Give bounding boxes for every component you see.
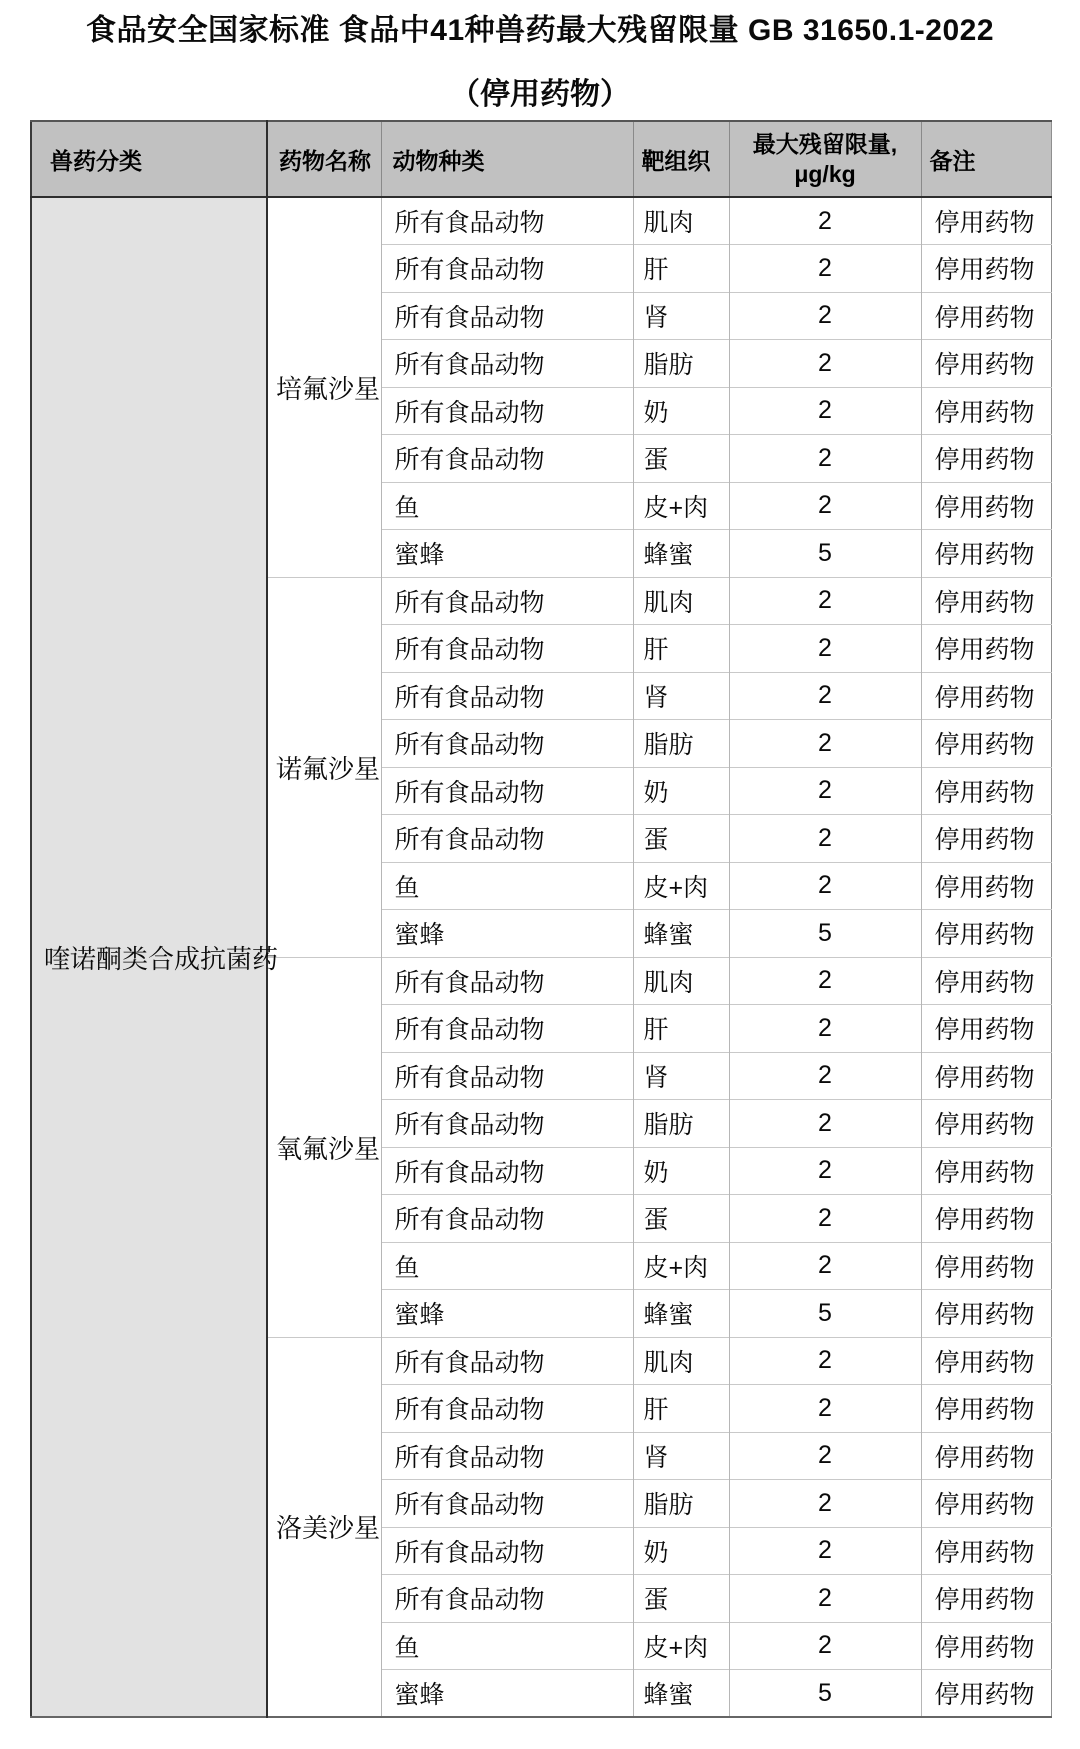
note-cell: 停用药物	[921, 1100, 1051, 1148]
limit-cell: 2	[729, 957, 921, 1005]
tissue-cell: 脂肪	[633, 1100, 729, 1148]
limit-cell: 5	[729, 1290, 921, 1338]
limit-cell: 2	[729, 1575, 921, 1623]
limit-cell: 5	[729, 910, 921, 958]
note-cell: 停用药物	[921, 482, 1051, 530]
limit-cell: 2	[729, 625, 921, 673]
limit-cell: 2	[729, 1480, 921, 1528]
note-cell: 停用药物	[921, 245, 1051, 293]
species-cell: 所有食品动物	[381, 625, 633, 673]
species-cell: 所有食品动物	[381, 292, 633, 340]
note-cell: 停用药物	[921, 672, 1051, 720]
limit-cell: 2	[729, 1052, 921, 1100]
table-header-row	[31, 121, 1051, 197]
col-header-note: 备注	[921, 121, 1051, 197]
tissue-cell: 肌肉	[633, 197, 729, 245]
species-cell: 所有食品动物	[381, 197, 633, 245]
species-cell: 所有食品动物	[381, 1052, 633, 1100]
tissue-cell: 肾	[633, 1432, 729, 1480]
limit-cell: 2	[729, 1242, 921, 1290]
note-cell: 停用药物	[921, 1527, 1051, 1575]
note-cell: 停用药物	[921, 1052, 1051, 1100]
species-cell: 鱼	[381, 482, 633, 530]
species-cell: 所有食品动物	[381, 1575, 633, 1623]
tissue-cell: 肝	[633, 1385, 729, 1433]
note-cell: 停用药物	[921, 815, 1051, 863]
tissue-cell: 奶	[633, 387, 729, 435]
note-cell: 停用药物	[921, 910, 1051, 958]
species-cell: 蜜蜂	[381, 1670, 633, 1718]
tissue-cell: 皮+肉	[633, 862, 729, 910]
tissue-cell: 蜂蜜	[633, 530, 729, 578]
limit-cell: 2	[729, 387, 921, 435]
limit-cell: 2	[729, 197, 921, 245]
species-cell: 鱼	[381, 1242, 633, 1290]
species-cell: 所有食品动物	[381, 1480, 633, 1528]
drug-name-cell: 氧氟沙星	[267, 957, 381, 1337]
note-cell: 停用药物	[921, 1670, 1051, 1718]
species-cell: 所有食品动物	[381, 767, 633, 815]
mrl-table	[30, 120, 1052, 1718]
note-cell: 停用药物	[921, 720, 1051, 768]
note-cell: 停用药物	[921, 1622, 1051, 1670]
limit-cell: 5	[729, 530, 921, 578]
limit-cell: 2	[729, 862, 921, 910]
note-cell: 停用药物	[921, 862, 1051, 910]
note-cell: 停用药物	[921, 197, 1051, 245]
limit-cell: 2	[729, 292, 921, 340]
tissue-cell: 蜂蜜	[633, 910, 729, 958]
limit-cell: 2	[729, 1195, 921, 1243]
limit-cell: 2	[729, 482, 921, 530]
tissue-cell: 肾	[633, 672, 729, 720]
species-cell: 所有食品动物	[381, 340, 633, 388]
drug-name-cell: 洛美沙星	[267, 1337, 381, 1717]
col-header-limit-line2: μg/kg	[794, 161, 856, 187]
note-cell: 停用药物	[921, 1005, 1051, 1053]
limit-cell: 2	[729, 815, 921, 863]
drug-name-cell: 诺氟沙星	[267, 577, 381, 957]
page-title: 食品安全国家标准 食品中41种兽药最大残留限量 GB 31650.1-2022	[85, 14, 995, 47]
col-header-category: 兽药分类	[31, 121, 267, 197]
species-cell: 鱼	[381, 862, 633, 910]
tissue-cell: 脂肪	[633, 1480, 729, 1528]
species-cell: 蜜蜂	[381, 1290, 633, 1338]
tissue-cell: 蜂蜜	[633, 1290, 729, 1338]
species-cell: 所有食品动物	[381, 577, 633, 625]
limit-cell: 2	[729, 1337, 921, 1385]
col-header-drug: 药物名称	[267, 121, 381, 197]
limit-cell: 2	[729, 767, 921, 815]
note-cell: 停用药物	[921, 1242, 1051, 1290]
limit-cell: 2	[729, 1432, 921, 1480]
tissue-cell: 皮+肉	[633, 1242, 729, 1290]
species-cell: 所有食品动物	[381, 1195, 633, 1243]
species-cell: 所有食品动物	[381, 957, 633, 1005]
tissue-cell: 肝	[633, 1005, 729, 1053]
tissue-cell: 蛋	[633, 1195, 729, 1243]
note-cell: 停用药物	[921, 530, 1051, 578]
tissue-cell: 奶	[633, 1147, 729, 1195]
note-cell: 停用药物	[921, 1337, 1051, 1385]
limit-cell: 2	[729, 1100, 921, 1148]
species-cell: 所有食品动物	[381, 435, 633, 483]
tissue-cell: 肌肉	[633, 1337, 729, 1385]
note-cell: 停用药物	[921, 1195, 1051, 1243]
tissue-cell: 肝	[633, 245, 729, 293]
note-cell: 停用药物	[921, 1432, 1051, 1480]
tissue-cell: 蛋	[633, 435, 729, 483]
species-cell: 所有食品动物	[381, 720, 633, 768]
limit-cell: 2	[729, 577, 921, 625]
tissue-cell: 皮+肉	[633, 1622, 729, 1670]
note-cell: 停用药物	[921, 1575, 1051, 1623]
note-cell: 停用药物	[921, 292, 1051, 340]
species-cell: 所有食品动物	[381, 1005, 633, 1053]
table-row	[31, 197, 1051, 245]
limit-cell: 2	[729, 435, 921, 483]
limit-cell: 2	[729, 720, 921, 768]
tissue-cell: 蜂蜜	[633, 1670, 729, 1718]
species-cell: 鱼	[381, 1622, 633, 1670]
tissue-cell: 肝	[633, 625, 729, 673]
species-cell: 所有食品动物	[381, 245, 633, 293]
tissue-cell: 脂肪	[633, 340, 729, 388]
tissue-cell: 肌肉	[633, 957, 729, 1005]
tissue-cell: 肾	[633, 292, 729, 340]
note-cell: 停用药物	[921, 435, 1051, 483]
note-cell: 停用药物	[921, 1147, 1051, 1195]
limit-cell: 2	[729, 245, 921, 293]
species-cell: 所有食品动物	[381, 1147, 633, 1195]
limit-cell: 2	[729, 1622, 921, 1670]
species-cell: 所有食品动物	[381, 1385, 633, 1433]
species-cell: 所有食品动物	[381, 1527, 633, 1575]
col-header-limit	[729, 121, 921, 197]
note-cell: 停用药物	[921, 625, 1051, 673]
col-header-species: 动物种类	[381, 121, 633, 197]
species-cell: 蜜蜂	[381, 530, 633, 578]
col-header-tissue: 靶组织	[633, 121, 729, 197]
limit-cell: 2	[729, 1005, 921, 1053]
col-header-limit-line1: 最大残留限量,	[752, 131, 898, 157]
species-cell: 所有食品动物	[381, 387, 633, 435]
note-cell: 停用药物	[921, 1290, 1051, 1338]
note-cell: 停用药物	[921, 387, 1051, 435]
drug-name-cell: 培氟沙星	[267, 197, 381, 577]
note-cell: 停用药物	[921, 577, 1051, 625]
limit-cell: 2	[729, 1385, 921, 1433]
limit-cell: 2	[729, 1147, 921, 1195]
note-cell: 停用药物	[921, 957, 1051, 1005]
species-cell: 所有食品动物	[381, 815, 633, 863]
limit-cell: 5	[729, 1670, 921, 1718]
tissue-cell: 皮+肉	[633, 482, 729, 530]
limit-cell: 2	[729, 340, 921, 388]
species-cell: 所有食品动物	[381, 1100, 633, 1148]
limit-cell: 2	[729, 672, 921, 720]
tissue-cell: 奶	[633, 767, 729, 815]
tissue-cell: 肌肉	[633, 577, 729, 625]
note-cell: 停用药物	[921, 767, 1051, 815]
note-cell: 停用药物	[921, 1480, 1051, 1528]
species-cell: 所有食品动物	[381, 1432, 633, 1480]
page-subtitle: （停用药物）	[450, 78, 630, 111]
note-cell: 停用药物	[921, 1385, 1051, 1433]
tissue-cell: 脂肪	[633, 720, 729, 768]
species-cell: 所有食品动物	[381, 672, 633, 720]
tissue-cell: 蛋	[633, 815, 729, 863]
note-cell: 停用药物	[921, 340, 1051, 388]
tissue-cell: 奶	[633, 1527, 729, 1575]
species-cell: 蜜蜂	[381, 910, 633, 958]
limit-cell: 2	[729, 1527, 921, 1575]
tissue-cell: 蛋	[633, 1575, 729, 1623]
tissue-cell: 肾	[633, 1052, 729, 1100]
category-cell: 喹诺酮类合成抗菌药	[31, 197, 267, 1717]
species-cell: 所有食品动物	[381, 1337, 633, 1385]
